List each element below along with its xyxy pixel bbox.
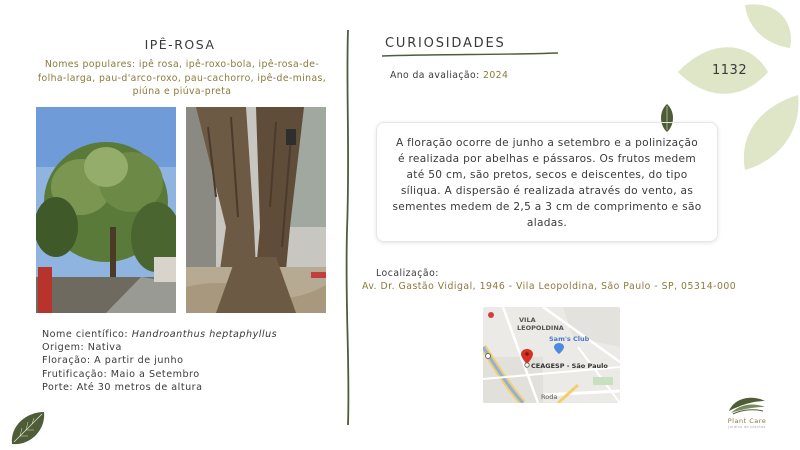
curiosities-title: CURIOSIDADES	[385, 36, 506, 51]
map-label-sams: Sam's Club	[549, 335, 590, 343]
popular-names: Nomes populares: ipê rosa, ipê-roxo-bola, ipê-rosa-de-folha-larga, pau-d'arco-roxo, pau-cachorro, ipê-de-minas, piúna e piúva-preta	[37, 59, 327, 97]
map-label-district-1: VILA	[519, 316, 536, 324]
brand-name: Plant Care	[727, 417, 767, 425]
map-label-road: Roda	[541, 393, 558, 401]
panel-divider	[344, 30, 352, 425]
tree-photo	[36, 107, 176, 313]
title-underline	[382, 52, 558, 58]
species-title: IPÊ-ROSA	[144, 37, 216, 52]
fruiting: Frutificação: Maio a Setembro	[42, 368, 200, 380]
map-label-ceagesp: CEAGESP - São Paulo	[531, 362, 608, 370]
map-label-district-2: LEOPOLDINA	[517, 324, 564, 332]
scientific-name-value: Handroanthus heptaphyllus	[131, 329, 278, 340]
size: Porte: Até 30 metros de altura	[42, 381, 203, 393]
species-facts	[42, 328, 277, 394]
origin: Origem: Nativa	[42, 342, 122, 354]
location-address[interactable]: Av. Dr. Gastão Vidigal, 1946 - Vila Leopoldina, São Paulo - SP, 05314-000	[362, 281, 737, 292]
evaluation-year: Ano da avaliação: 2024	[390, 70, 509, 81]
leaf-icon	[8, 408, 48, 448]
location-label: Localização:	[376, 268, 439, 279]
curiosity-card: A floração ocorre de junho a setembro e a polinização é realizada por abelhas e pássaros. Os frutos medem até 50 cm, são pretos, secos e deiscentes, do tipo síliqua. A dispersão é realizada através do vento, as sementes medem de 2,5 a 3 cm de comprimento e são aladas.	[376, 122, 718, 242]
flowering: Floração: A partir de junho	[42, 355, 184, 367]
scientific-name: Nome científico: Handroanthus heptaphyllus	[42, 329, 278, 340]
trunk-photo	[186, 107, 326, 313]
location-map[interactable]	[483, 307, 620, 403]
brand-tagline: jardins de plantas	[728, 425, 766, 429]
tree-id-number: 1132	[712, 63, 748, 78]
brand-logo-icon	[727, 393, 767, 415]
